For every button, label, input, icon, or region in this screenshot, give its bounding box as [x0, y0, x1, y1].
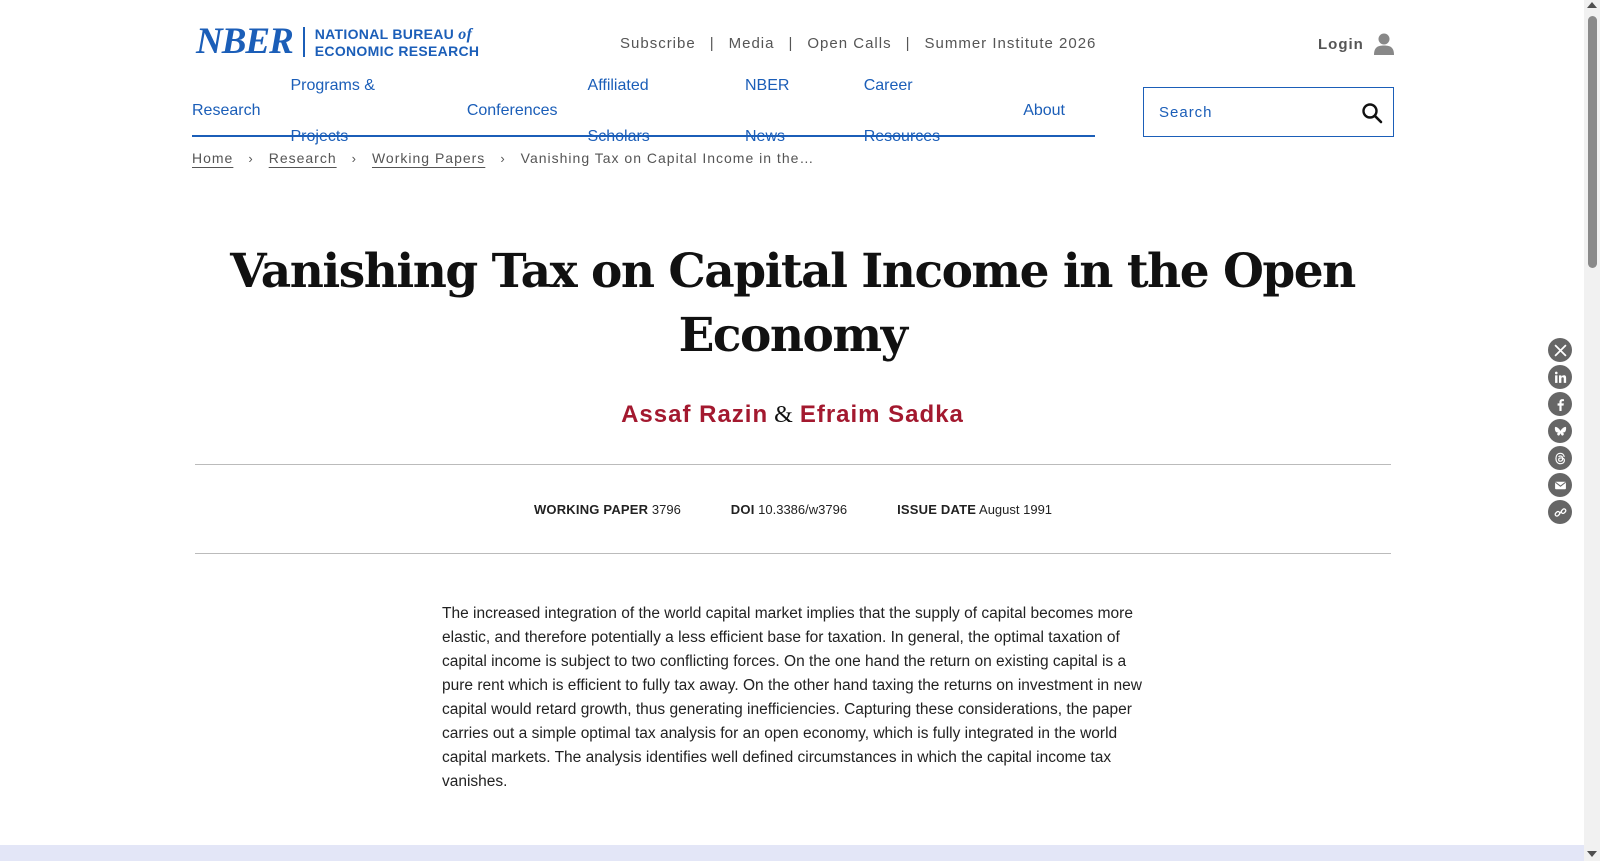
separator: |	[905, 35, 911, 52]
login-button[interactable]	[1318, 33, 1394, 55]
breadcrumb-home[interactable]: Home	[192, 150, 234, 166]
separator: |	[709, 35, 715, 52]
media-link[interactable]: Media	[728, 35, 775, 52]
logo-line1: NATIONAL BUREAU of	[314, 25, 473, 43]
page-scrollbar[interactable]	[1584, 0, 1600, 861]
threads-icon[interactable]	[1548, 446, 1572, 470]
nav-affiliated-scholars[interactable]: Affiliated Scholars	[587, 76, 650, 145]
search-icon[interactable]	[1361, 102, 1383, 124]
breadcrumb-working-papers[interactable]: Working Papers	[371, 150, 486, 166]
scroll-thumb[interactable]	[1588, 16, 1597, 268]
logo-mark: NBER	[196, 21, 293, 62]
breadcrumb-current: Vanishing Tax on Capital Income in the…	[520, 150, 815, 166]
author-link[interactable]: Efraim Sadka	[799, 401, 964, 428]
working-paper-number: WORKING PAPER 3796	[533, 501, 681, 517]
utility-nav	[620, 35, 1096, 52]
separator: |	[788, 35, 794, 52]
summer-institute-link[interactable]: Summer Institute 2026	[924, 35, 1097, 52]
linkedin-icon[interactable]	[1548, 365, 1572, 389]
nav-about[interactable]: About	[1023, 102, 1065, 119]
nav-research[interactable]: Research	[192, 102, 261, 119]
nav-nber-news[interactable]: NBER News	[745, 76, 790, 145]
breadcrumb	[192, 150, 814, 166]
search-box	[1143, 87, 1394, 137]
nav-programs-projects[interactable]: Programs & Projects	[290, 76, 375, 145]
search-input[interactable]	[1159, 104, 1349, 121]
issue-date: ISSUE DATE August 1991	[897, 501, 1053, 517]
logo-line2: ECONOMIC RESEARCH	[314, 42, 480, 59]
breadcrumb-research[interactable]: Research	[268, 150, 337, 166]
nav-career-resources[interactable]: Career Resources	[863, 76, 941, 145]
doi: DOI 10.3386/w3796	[730, 501, 848, 517]
chevron-right-icon: ›	[248, 150, 254, 166]
open-calls-link[interactable]: Open Calls	[807, 35, 892, 52]
link-icon[interactable]	[1548, 500, 1572, 524]
logo-wordmark	[315, 26, 480, 59]
chevron-right-icon: ›	[500, 150, 506, 166]
paper-metadata	[195, 464, 1391, 554]
scroll-up-arrow-icon[interactable]	[1587, 2, 1597, 8]
scroll-down-arrow-icon[interactable]	[1587, 851, 1597, 857]
footer-band	[0, 845, 1584, 861]
author-list	[200, 401, 1385, 429]
bluesky-icon[interactable]	[1548, 419, 1572, 443]
share-bar	[1548, 338, 1572, 527]
logo-divider	[303, 27, 305, 57]
nber-logo[interactable]	[196, 21, 480, 62]
x-icon[interactable]	[1548, 338, 1572, 362]
facebook-icon[interactable]	[1548, 392, 1572, 416]
login-label: Login	[1318, 35, 1364, 53]
author-link[interactable]: Assaf Razin	[621, 401, 769, 428]
user-icon	[1374, 33, 1394, 55]
subscribe-link[interactable]: Subscribe	[620, 35, 696, 52]
email-icon[interactable]	[1548, 473, 1572, 497]
main-nav	[192, 76, 1095, 145]
page-title: Vanishing Tax on Capital Income in the Open Economy	[230, 244, 1355, 363]
author-joiner: &	[774, 402, 794, 428]
chevron-right-icon: ›	[351, 150, 357, 166]
nav-conferences[interactable]: Conferences	[466, 102, 558, 119]
abstract: The increased integration of the world capital market implies that the supply of capital becomes more elastic, and therefore potentially a less efficient base for taxation. In general, the optimal taxation of capital income is subject to two conflicting forces. On the one hand the return on existing capital is a pure rent which is efficient to fully tax away. On the other hand taxing the returns on investment in new capital would retard growth, thus generating inefficiencies. Capturing these considerations, the paper carries out a simple optimal tax analysis for an open economy, which is fully integrated in the world capital markets. The analysis identifies well defined circumstances in which the capital income tax vanishes.	[442, 605, 1142, 790]
